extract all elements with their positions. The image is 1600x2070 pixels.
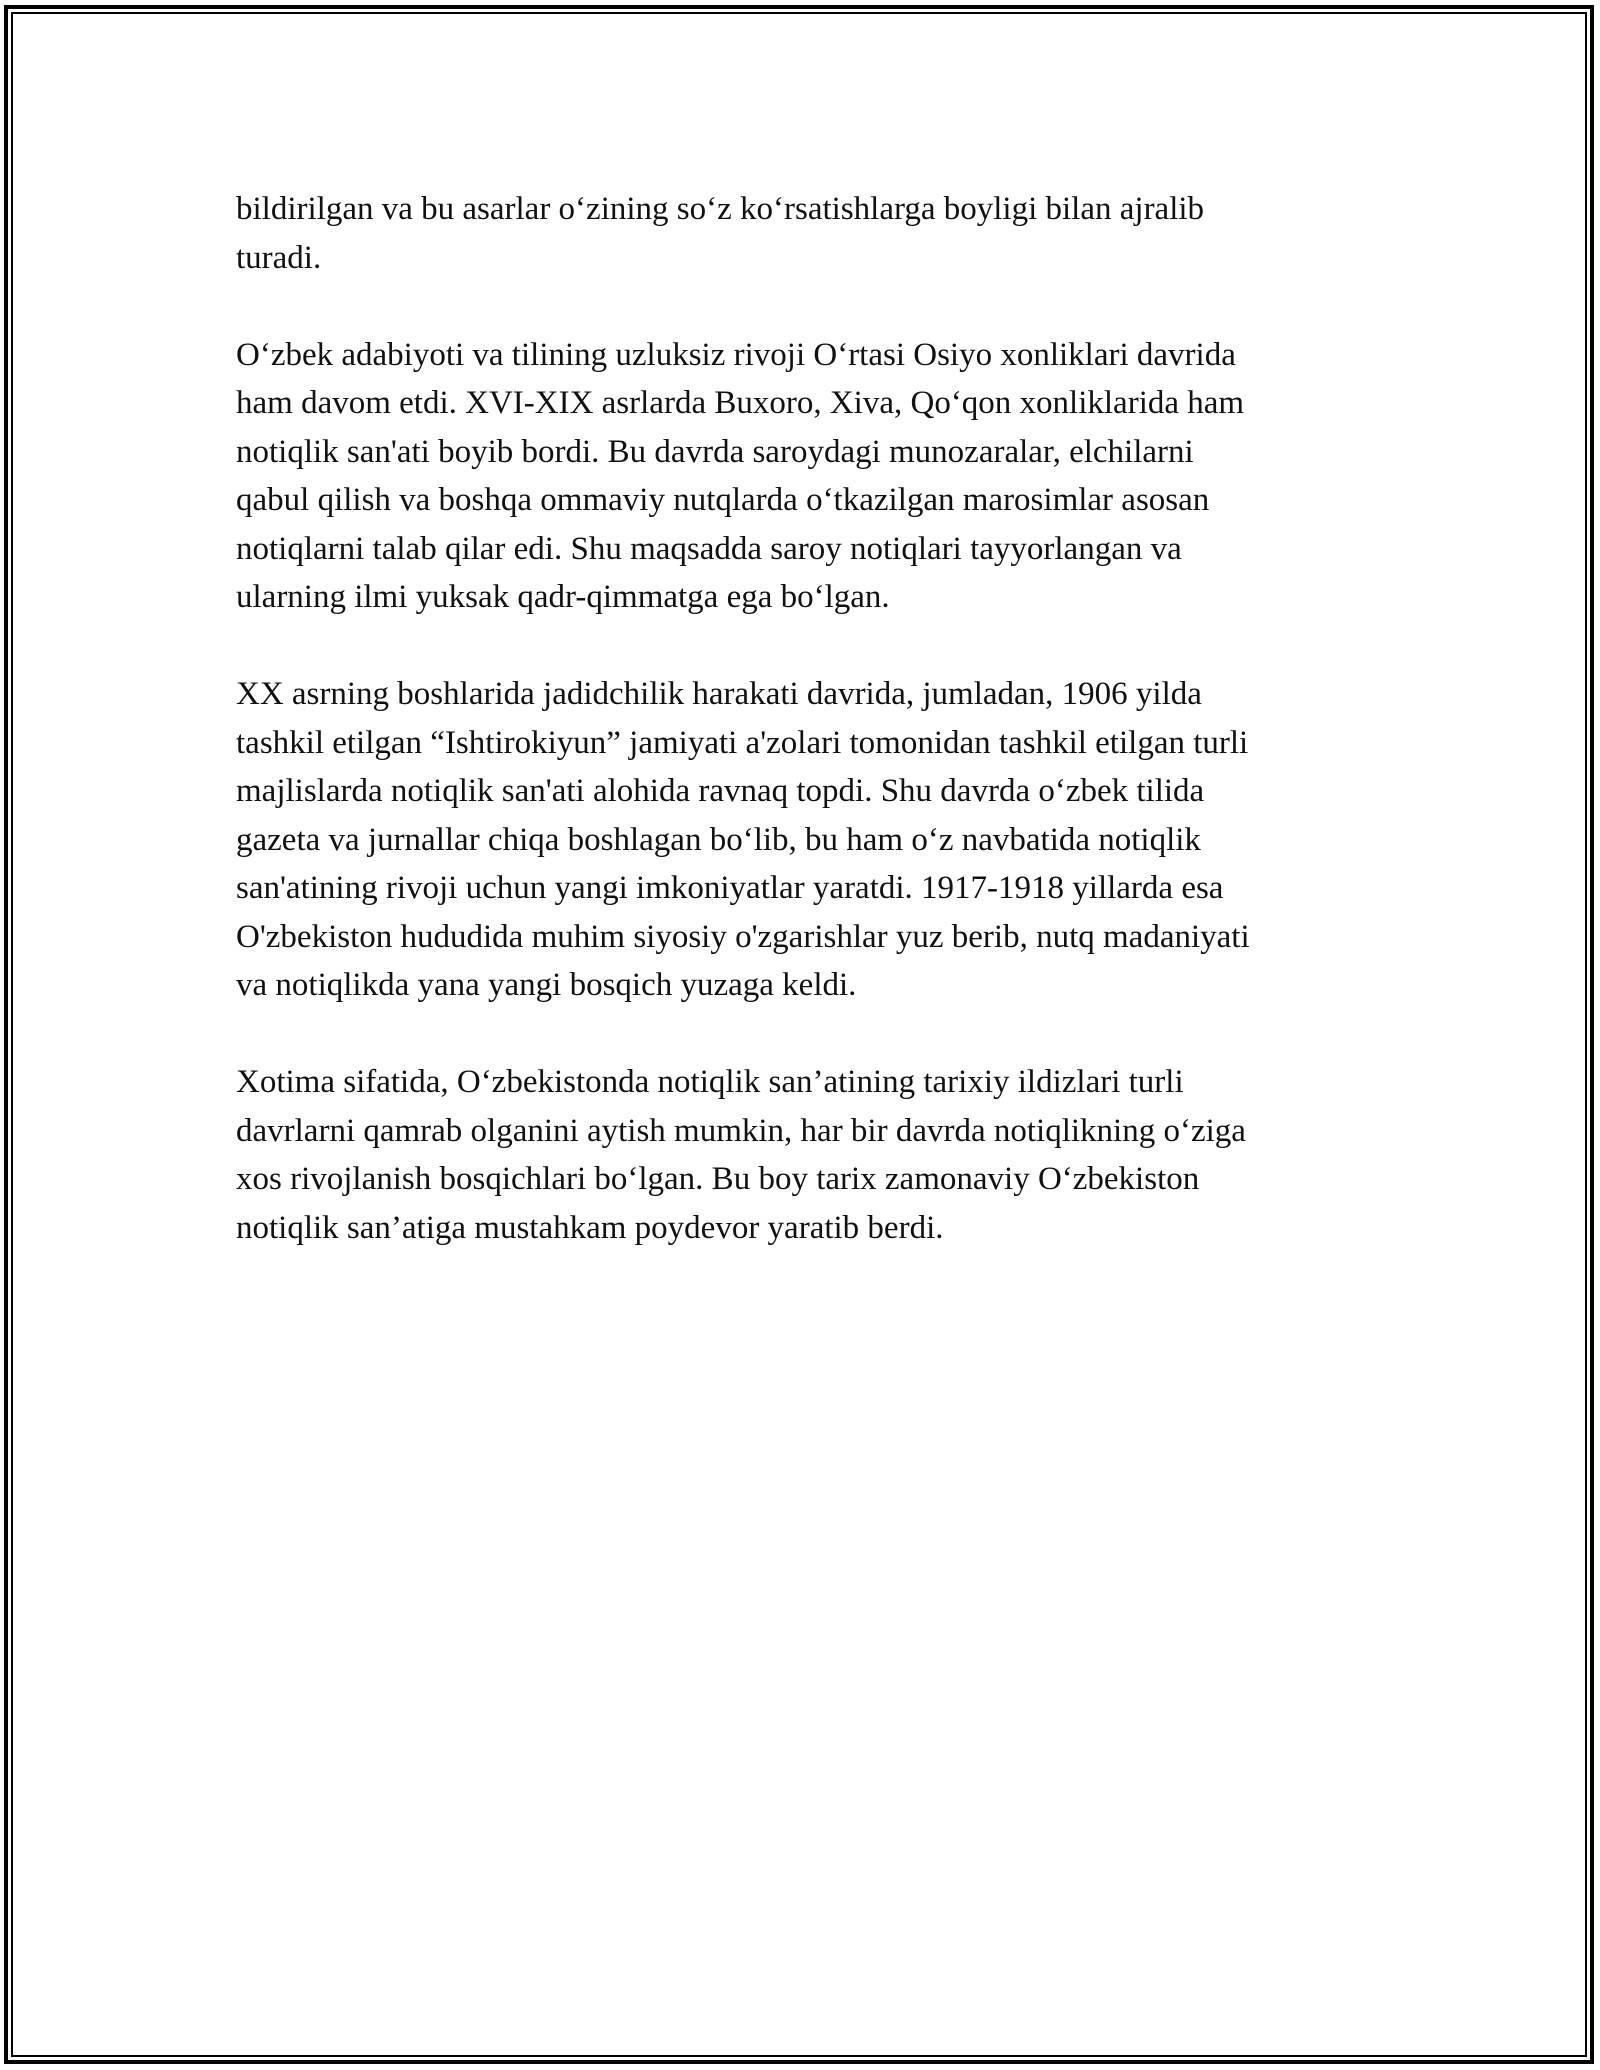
paragraph-2: O‘zbek adabiyoti va tilining uzluksiz rivoji O‘rtasi Osiyo xonliklari davrida ham davom etdi. XVI-XIX asrlarda Buxoro, Xiva, Qo‘qon xonliklarida ham notiqlik san'ati boyib bordi. Bu davrda saroydagi munozaralar, elchilarni qabul qilish va boshqa ommaviy nutqlarda o‘tkazilgan marosimlar asosan notiqlarni talab qilar edi. Shu maqsadda saroy notiqlari tayyorlangan va ularning ilmi yuksak qadr-qimmatga ega bo‘lgan.	[236, 336, 1245, 615]
paragraph-3: XX asrning boshlarida jadidchilik harakati davrida, jumladan, 1906 yilda tashkil etilgan “Ishtirokiyun” jamiyati a'zolari tomonidan tashkil etilgan turli majlislarda notiqlik san'ati alohida ravnaq topdi. Shu davrda o‘zbek tilida gazeta va jurnallar chiqa boshlagan bo‘lib, bu ham o‘z navbatida notiqlik san'atining rivoji uchun yangi imkoniyatlar yaratdi. 1917-1918 yillarda esa O'zbekiston hududida muhim siyosiy o'zgarishlar yuz berib, nutq madaniyati va notiqlikda yana yangi bosqich yuzaga keldi.	[236, 676, 1250, 1003]
paragraph-4: Xotima sifatida, O‘zbekistonda notiqlik san’atining tarixiy ildizlari turli davrlarni qamrab olganini aytish mumkin, har bir davrda notiqlikning o‘ziga xos rivojlanish bosqichlari bo‘lgan. Bu boy tarix zamonaviy O‘zbekiston notiqlik san’atiga mustahkam poydevor yaratib berdi.	[236, 1064, 1246, 1246]
paragraph-1: bildirilgan va bu asarlar o‘zining so‘z ko‘rsatishlarga boyligi bilan ajralib turadi.	[236, 191, 1205, 276]
document-body	[236, 185, 1366, 1301]
